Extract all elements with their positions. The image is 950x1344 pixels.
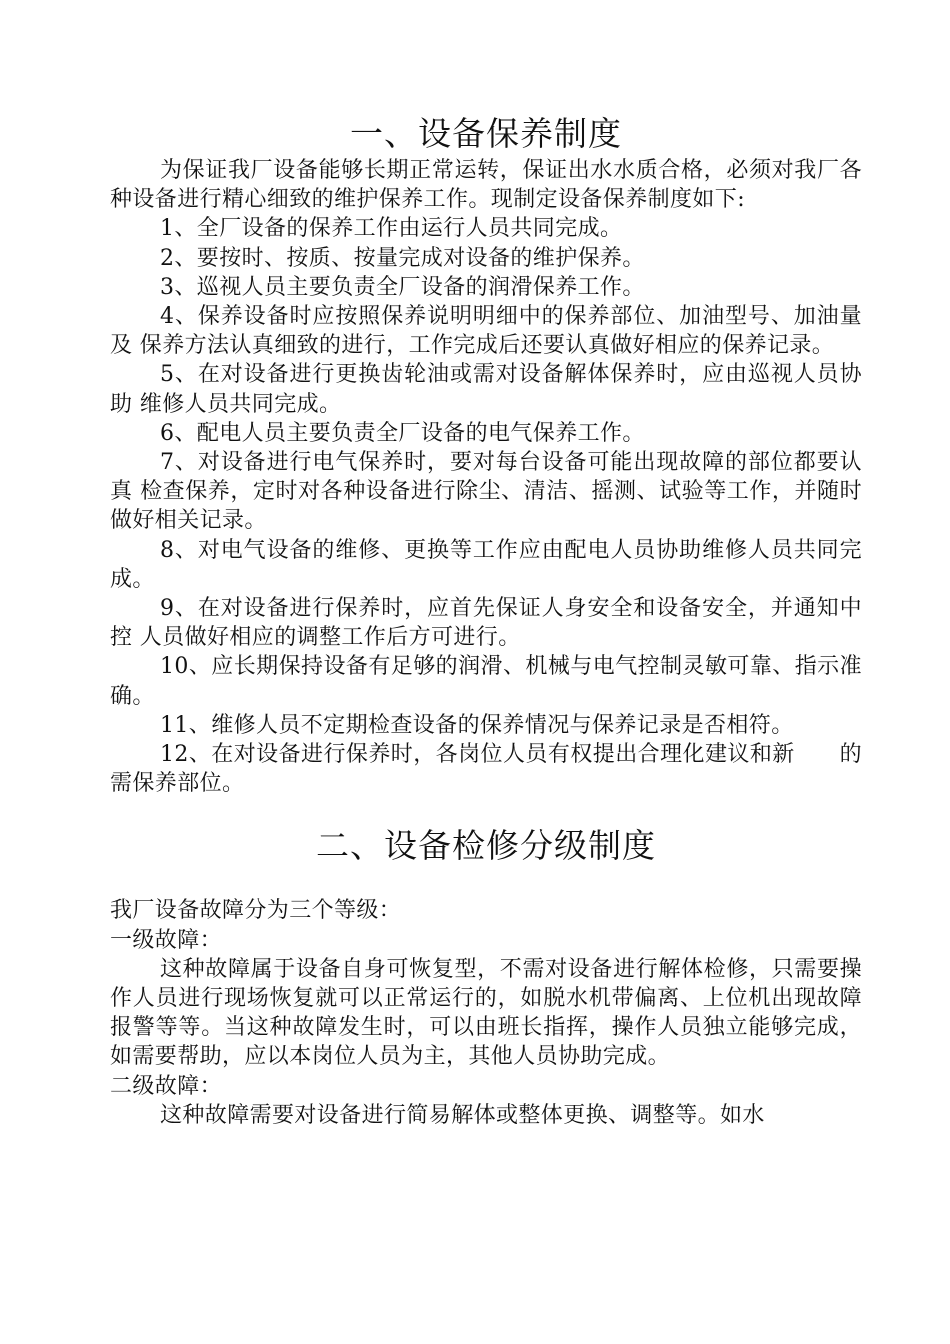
list-item: 4、保养设备时应按照保养说明明细中的保养部位、加油型号、加油量及 保养方法认真细致的进行，工作完成后还要认真做好相应的保养记录。 (110, 304, 862, 359)
list-item: 9、在对设备进行保养时，应首先保证人身安全和设备安全，并通知中控 人员做好相应的调整工作后方可进行。 (110, 596, 862, 651)
list-item: 12、在对设备进行保养时，各岗位人员有权提出合理化建议和新 的需保养部位。 (110, 742, 862, 797)
list-item: 8、对电气设备的维修、更换等工作应由配电人员协助维修人员共同完成。 (110, 537, 862, 592)
section1-intro: 为保证我厂设备能够长期正常运转，保证出水水质合格，必须对我厂各种设备进行精心细致的维护保养工作。现制定设备保养制度如下: (110, 158, 862, 213)
section1-item-list (110, 214, 862, 798)
list-item: 7、对设备进行电气保养时，要对每台设备可能出现故障的部位都要认真 检查保养，定时对各种设备进行除尘、清洁、摇测、试验等工作，并随时做好相关记录。 (110, 450, 862, 534)
section2-title: 二、设备检修分级制度 (316, 826, 656, 866)
section1-title: 一、设备保养制度 (350, 114, 622, 153)
level2-label: 二级故障： (110, 1073, 223, 1099)
level2-description: 这种故障需要对设备进行简易解体或整体更换、调整等。如水 (160, 1102, 765, 1128)
list-item: 2、要按时、按质、按量完成对设备的维护保养。 (160, 245, 645, 271)
document-body (110, 112, 862, 1130)
list-item: 10、应长期保持设备有足够的润滑、机械与电气控制灵敏可靠、指示准确。 (110, 654, 862, 709)
list-item: 6、配电人员主要负责全厂设备的电气保养工作。 (160, 420, 645, 446)
level1-description: 这种故障属于设备自身可恢复型，不需对设备进行解体检修，只需要操作人员进行现场恢复就可以正常运行的，如脱水机带偏离、上位机出现故障报警等等。当这种故障发生时，可以由班长指挥，操作人员独立能够完成，如需要帮助，应以本岗位人员为主，其他人员协助完成。 (110, 956, 862, 1070)
section2-intro: 我厂设备故障分为三个等级： (110, 898, 402, 924)
list-item: 5、在对设备进行更换齿轮油或需对设备解体保养时，应由巡视人员协助 维修人员共同完成。 (110, 362, 862, 417)
list-item: 11、维修人员不定期检查设备的保养情况与保养记录是否相符。 (160, 712, 794, 738)
list-item: 3、巡视人员主要负责全厂设备的润滑保养工作。 (160, 274, 645, 300)
level1-label: 一级故障： (110, 927, 223, 953)
list-item: 1、全厂设备的保养工作由运行人员共同完成。 (160, 216, 623, 242)
